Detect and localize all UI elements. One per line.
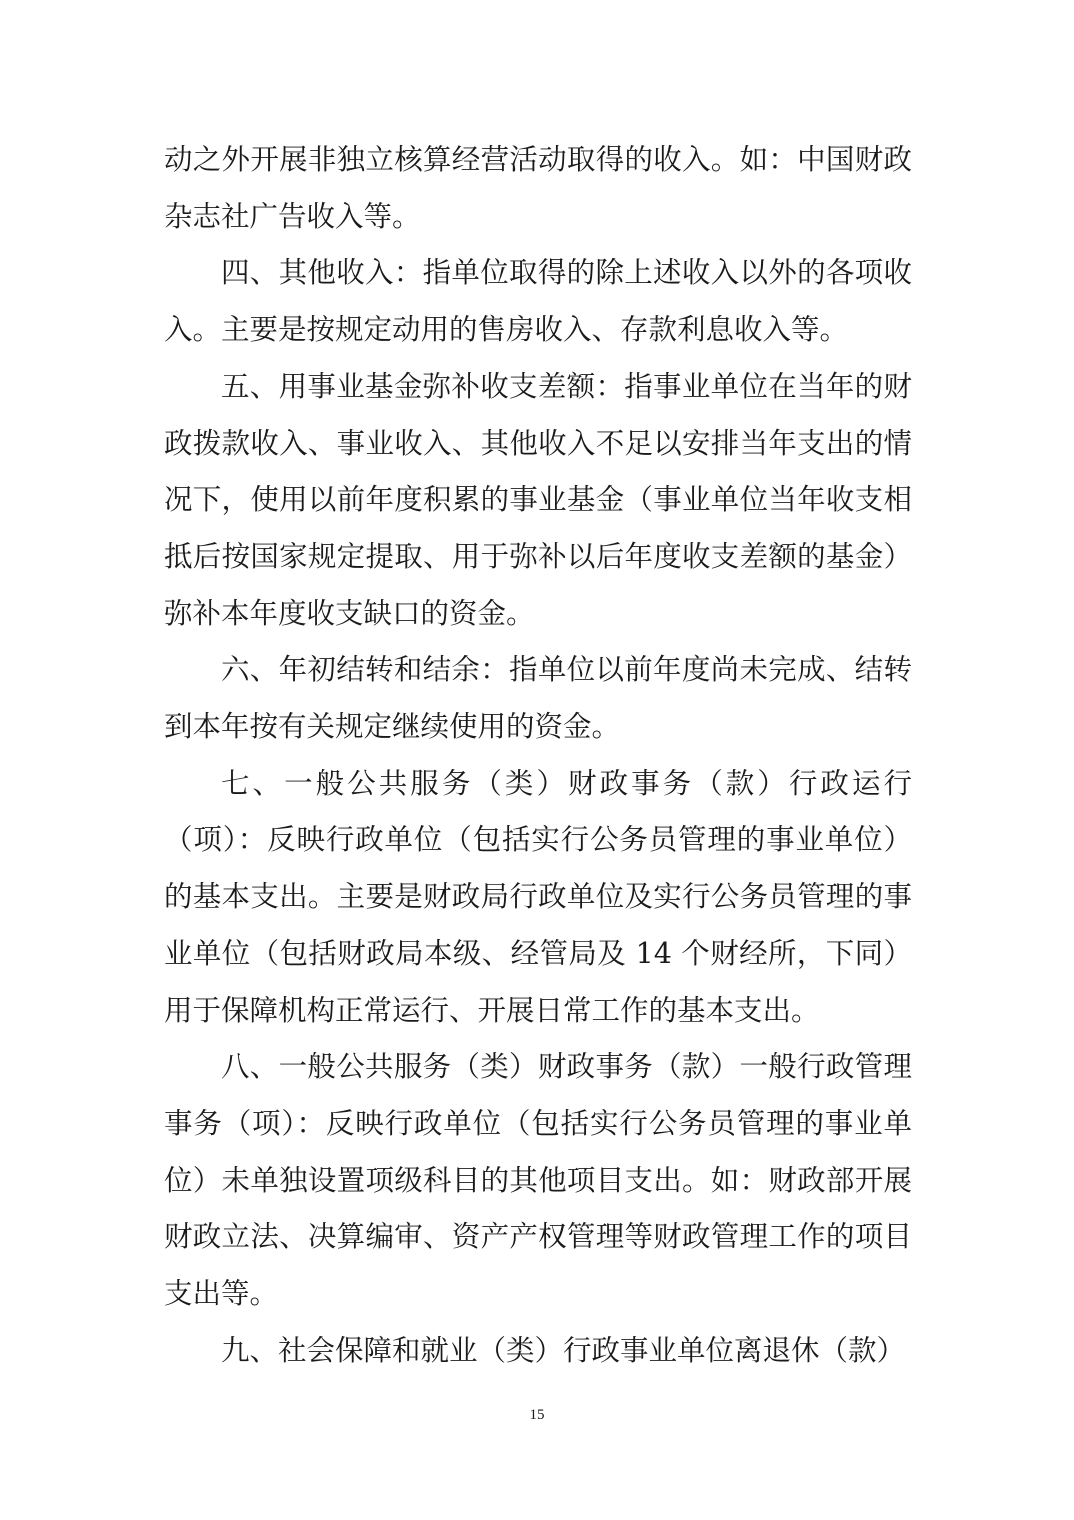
paragraph-carryover: 六、年初结转和结余：指单位以前年度尚未完成、结转到本年按有关规定继续使用的资金。	[164, 653, 912, 744]
paragraph-general-administration: 八、一般公共服务（类）财政事务（款）一般行政管理事务（项）：反映行政单位（包括实行公务员管理的事业单位）未单独设置项级科目的其他项目支出。如：财政部开展财政立法、决算编审、资产产权管理等财政管理工作的项目支出等。	[164, 1050, 912, 1311]
page-number: 15	[529, 1407, 545, 1423]
paragraph-continuation: 动之外开展非独立核算经营活动取得的收入。如：中国财政杂志社广告收入等。	[164, 143, 912, 233]
paragraph-other-income: 四、其他收入：指单位取得的除上述收入以外的各项收入。主要是按规定动用的售房收入、存款利息收入等。	[164, 256, 912, 347]
paragraph-business-fund: 五、用事业基金弥补收支差额：指事业单位在当年的财政拨款收入、事业收入、其他收入不足以安排当年支出的情况下，使用以前年度积累的事业基金（事业单位当年收支相抵后按国家规定提取、用于弥补以后年度收支差额的基金）弥补本年度收支缺口的资金。	[164, 369, 912, 630]
paragraph-administrative-operation: 七、一般公共服务（类）财政事务（款）行政运行（项）：反映行政单位（包括实行公务员管理的事业单位）的基本支出。主要是财政局行政单位及实行公务员管理的事业单位（包括财政局本级、经管局及 14 个财经所，下同）用于保障机构正常运行、开展日常工作的基本支出。	[164, 766, 912, 1027]
document-body	[164, 132, 912, 1379]
paragraph-social-security: 九、社会保障和就业（类）行政事业单位离退休（款）	[221, 1333, 906, 1367]
